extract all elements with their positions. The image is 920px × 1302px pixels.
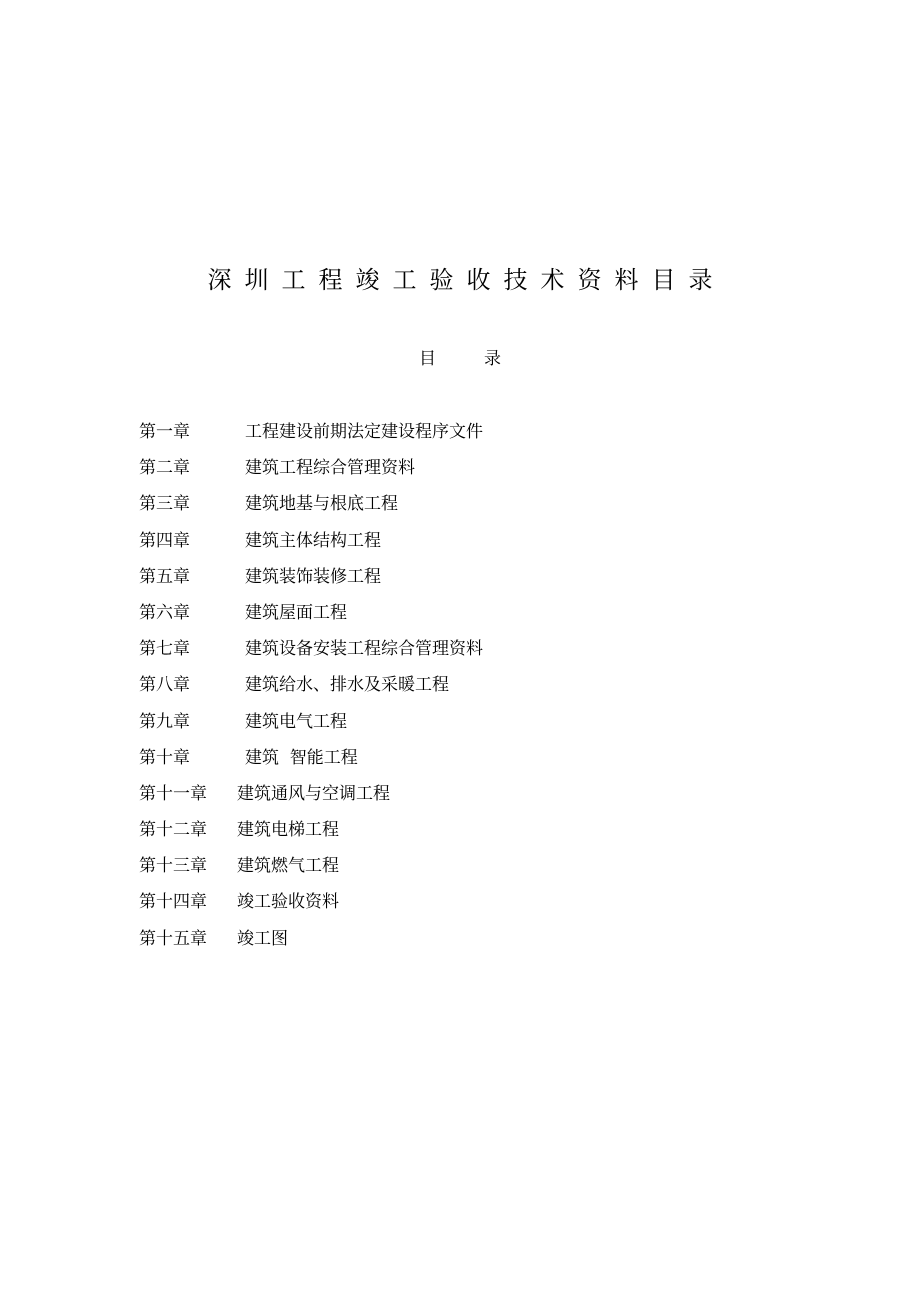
chapter-number: 第十章 bbox=[139, 747, 190, 768]
chapter-number: 第七章 bbox=[139, 639, 190, 660]
chapter-number: 第六章 bbox=[139, 602, 190, 623]
toc-item bbox=[139, 853, 839, 889]
toc-heading-right: 录 bbox=[484, 349, 501, 369]
toc-item bbox=[139, 889, 839, 925]
chapter-title: 竣工验收资料 bbox=[237, 892, 339, 913]
chapter-number: 第三章 bbox=[139, 494, 190, 515]
chapter-number: 第十五章 bbox=[139, 928, 207, 949]
chapter-title: 建筑通风与空调工程 bbox=[237, 783, 390, 804]
toc-item bbox=[139, 491, 839, 527]
toc-list bbox=[139, 419, 839, 962]
chapter-number: 第二章 bbox=[139, 458, 190, 479]
chapter-number: 第一章 bbox=[139, 422, 190, 442]
chapter-number: 第八章 bbox=[139, 675, 190, 696]
toc-heading-left: 目 bbox=[419, 349, 436, 369]
chapter-title: 建筑设备安装工程综合管理资料 bbox=[245, 639, 483, 660]
toc-item bbox=[139, 528, 839, 564]
toc-item bbox=[139, 745, 839, 781]
toc-item bbox=[139, 600, 839, 636]
chapter-title: 工程建设前期法定建设程序文件 bbox=[245, 422, 483, 442]
chapter-number: 第十三章 bbox=[139, 856, 207, 877]
chapter-title: 建筑主体结构工程 bbox=[245, 530, 381, 551]
chapter-title: 建筑电梯工程 bbox=[237, 820, 339, 841]
chapter-number: 第十一章 bbox=[139, 783, 207, 804]
chapter-title: 建筑 智能工程 bbox=[245, 747, 358, 768]
chapter-number: 第十二章 bbox=[139, 820, 207, 841]
chapter-number: 第十四章 bbox=[139, 892, 207, 913]
toc-item bbox=[139, 817, 839, 853]
chapter-title: 建筑电气工程 bbox=[245, 711, 347, 732]
toc-item bbox=[139, 636, 839, 672]
toc-item bbox=[139, 709, 839, 745]
toc-item bbox=[139, 781, 839, 817]
chapter-title: 竣工图 bbox=[237, 928, 288, 949]
chapter-title: 建筑工程综合管理资料 bbox=[245, 458, 415, 479]
toc-item bbox=[139, 455, 839, 491]
chapter-title: 建筑装饰装修工程 bbox=[245, 566, 381, 587]
document-title: 深圳工程竣工验收技术资料目录 bbox=[207, 266, 726, 294]
chapter-number: 第四章 bbox=[139, 530, 190, 551]
chapter-title: 建筑给水、排水及采暖工程 bbox=[245, 675, 449, 696]
chapter-number: 第五章 bbox=[139, 566, 190, 587]
toc-item bbox=[139, 672, 839, 708]
toc-heading bbox=[0, 346, 920, 372]
chapter-title: 建筑地基与根底工程 bbox=[245, 494, 398, 515]
chapter-title: 建筑燃气工程 bbox=[237, 856, 339, 877]
toc-item bbox=[139, 926, 839, 962]
toc-item bbox=[139, 564, 839, 600]
chapter-number: 第九章 bbox=[139, 711, 190, 732]
toc-item bbox=[139, 419, 839, 455]
chapter-title: 建筑屋面工程 bbox=[245, 602, 347, 623]
